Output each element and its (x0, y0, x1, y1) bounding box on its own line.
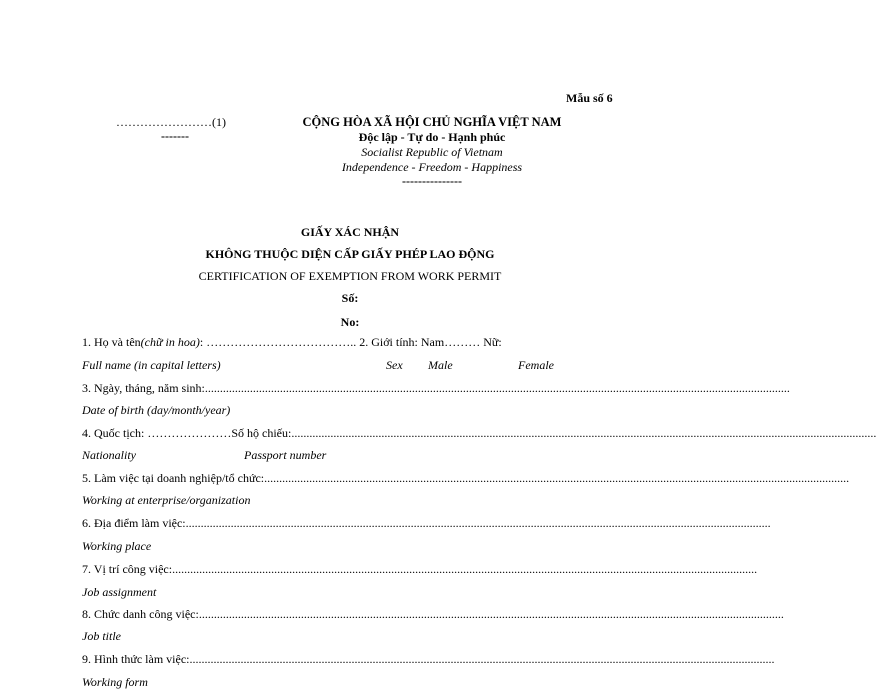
field-passport-en: Passport number (244, 448, 327, 462)
form-code: Mẫu số 6 (566, 91, 613, 105)
field-nationality-en: Nationality (82, 448, 136, 462)
field-male-en: Male (428, 358, 453, 372)
doc-number-en: No: (340, 315, 360, 329)
field-job-title: 8. Chức danh công việc: ................................................................................................................................................................................................... (82, 607, 784, 621)
national-title-en: Socialist Republic of Vietnam (361, 145, 503, 159)
issuer-note: (1) (212, 115, 226, 129)
field-sex-en: Sex (386, 358, 403, 372)
national-motto-en: Independence - Freedom - Happiness (341, 160, 523, 174)
field-enterprise: 5. Làm việc tại doanh nghiệp/tổ chức: ................................................................................................................................................................................................... (82, 471, 850, 485)
national-motto: Độc lập - Tự do - Hạnh phúc (358, 130, 506, 144)
field-working-form: 9. Hình thức làm việc: ................................................................................................................................................................................................... (82, 652, 775, 666)
field-job-assignment-en: Job assignment (82, 585, 157, 599)
field-nationality: 4. Quốc tịch: ………………… Số hộ chiếu: ................................................................................................................................................................................................... (82, 426, 876, 440)
national-dash: --------------- (402, 174, 462, 188)
doc-title-1: GIẤY XÁC NHẬN (300, 225, 400, 239)
issuer-dots: …………………… (116, 115, 212, 129)
field-female-en: Female (518, 358, 554, 372)
doc-title-2: KHÔNG THUỘC DIỆN CẤP GIẤY PHÉP LAO ĐỘNG (205, 247, 495, 261)
field-place-en: Working place (82, 539, 152, 553)
field-working-form-en: Working form (82, 675, 148, 689)
field-job-title-en: Job title (82, 629, 121, 643)
doc-number-vn: Số: (341, 291, 359, 305)
issuer-line (116, 115, 226, 129)
doc-title-3: CERTIFICATION OF EXEMPTION FROM WORK PERMIT (198, 269, 502, 283)
field-dob-en: Date of birth (day/month/year) (82, 403, 231, 417)
field-place: 6. Địa điểm làm việc: ................................................................................................................................................................................................... (82, 516, 771, 530)
issuer-dash: ------- (161, 129, 189, 143)
national-title: CỘNG HÒA XÃ HỘI CHỦ NGHĨA VIỆT NAM (302, 115, 562, 129)
field-dob: 3. Ngày, tháng, năm sinh: ................................................................................................................................................................................................... (82, 381, 790, 395)
field-name-sex: 1. Họ và tên (chữ in hoa) : ……………………………….. 2. Giới tính: Nam……… Nữ: (82, 335, 502, 349)
field-enterprise-en: Working at enterprise/organization (82, 493, 251, 507)
field-name-en: Full name (in capital letters) (82, 358, 221, 372)
field-job-assignment: 7. Vị trí công việc: ................................................................................................................................................................................................... (82, 562, 758, 576)
